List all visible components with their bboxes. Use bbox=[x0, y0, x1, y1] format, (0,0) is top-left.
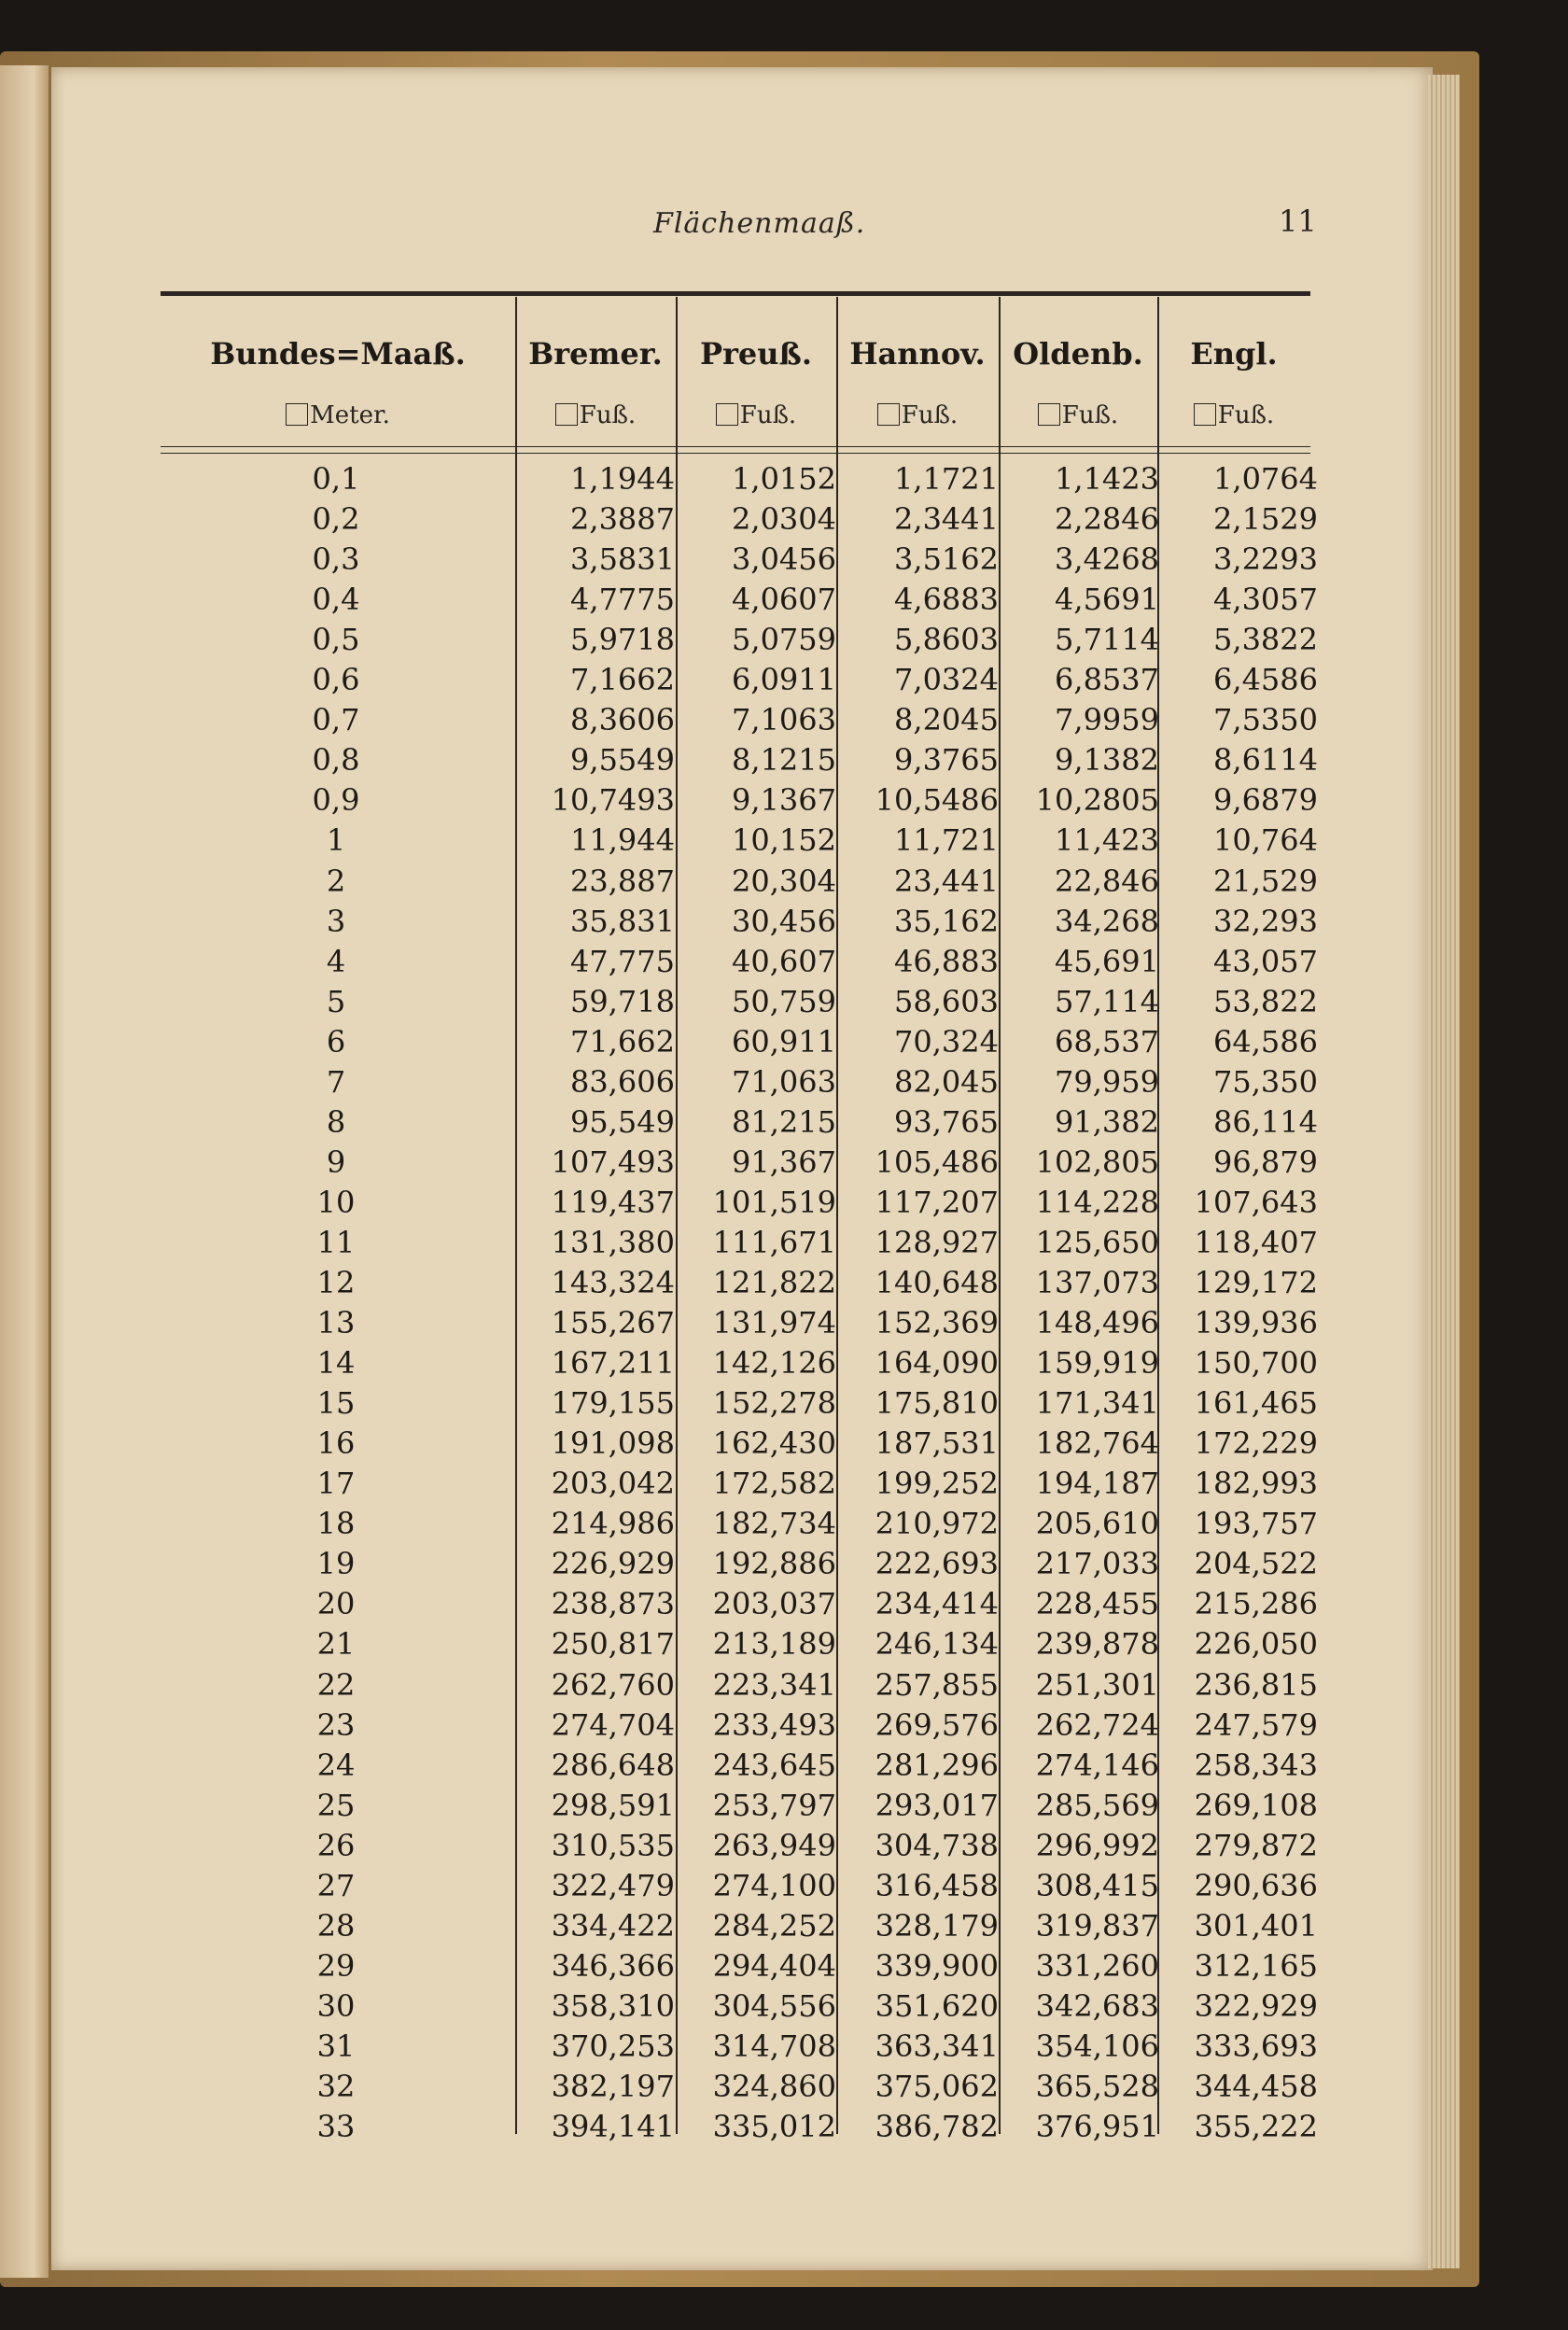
table-cell: 21 bbox=[316, 1626, 356, 1663]
table-cell: 192,886 bbox=[712, 1546, 836, 1582]
table-cell: 129,172 bbox=[1194, 1265, 1318, 1300]
table-cell: 226,050 bbox=[1194, 1626, 1318, 1663]
table-cell: 0,6 bbox=[312, 662, 360, 698]
table-cell: 304,556 bbox=[712, 1987, 836, 2024]
table-cell: 217,033 bbox=[1035, 1546, 1159, 1582]
page-number: 11 bbox=[1279, 204, 1317, 239]
table-cell: 9,1382 bbox=[1055, 742, 1159, 779]
table-cell: 20,304 bbox=[732, 863, 836, 899]
table-cell: 304,738 bbox=[875, 1827, 999, 1863]
table-cell: 0,4 bbox=[312, 582, 360, 618]
table-cell: 5,8603 bbox=[894, 622, 999, 658]
table-cell: 164,090 bbox=[875, 1345, 999, 1382]
table-cell: 263,949 bbox=[712, 1827, 836, 1863]
table-cell: 7,1662 bbox=[570, 662, 675, 698]
table-cell: 281,296 bbox=[875, 1747, 999, 1783]
table-cell: 59,718 bbox=[570, 983, 675, 1019]
table-cell: 50,759 bbox=[732, 983, 836, 1019]
table-cell: 137,073 bbox=[1035, 1265, 1159, 1300]
table-cell: 1,1721 bbox=[894, 461, 999, 497]
table-cell: 370,253 bbox=[551, 2028, 675, 2064]
table-cell: 243,645 bbox=[712, 1747, 836, 1783]
table-cell: 365,528 bbox=[1035, 2069, 1159, 2104]
table-cell: 139,936 bbox=[1194, 1305, 1318, 1341]
square-unit-icon bbox=[716, 403, 738, 426]
column-divider bbox=[515, 297, 517, 2134]
table-cell: 335,012 bbox=[712, 2109, 836, 2145]
table-cell: 3,5831 bbox=[570, 541, 675, 578]
table-cell: 79,959 bbox=[1055, 1063, 1159, 1100]
table-cell: 298,591 bbox=[551, 1787, 675, 1823]
table-cell: 31 bbox=[316, 2028, 356, 2064]
table-cell: 4,0607 bbox=[732, 582, 836, 618]
table-cell: 28 bbox=[316, 1907, 356, 1944]
table-cell: 24 bbox=[316, 1747, 356, 1783]
table-cell: 53,822 bbox=[1213, 983, 1318, 1019]
unit-label: Fuß. bbox=[676, 401, 836, 429]
column-divider bbox=[676, 297, 678, 2134]
table-cell: 316,458 bbox=[875, 1867, 999, 1903]
column-header-oldenb: Oldenb. bbox=[1013, 336, 1143, 372]
table-cell: 9,3765 bbox=[894, 742, 999, 779]
table-cell: 11,721 bbox=[894, 822, 999, 859]
table-cell: 57,114 bbox=[1055, 983, 1159, 1019]
table-cell: 203,042 bbox=[551, 1466, 675, 1502]
table-cell: 175,810 bbox=[875, 1385, 999, 1422]
table-cell: 346,366 bbox=[551, 1947, 675, 1984]
table-cell: 215,286 bbox=[1194, 1586, 1318, 1622]
table-cell: 10,152 bbox=[732, 822, 836, 859]
table-cell: 7,1063 bbox=[732, 702, 836, 738]
table-cell: 7,9959 bbox=[1055, 702, 1159, 738]
table-cell: 81,215 bbox=[732, 1103, 836, 1140]
table-cell: 3,2293 bbox=[1213, 541, 1318, 578]
table-cell: 333,693 bbox=[1194, 2028, 1318, 2064]
table-cell: 3,4268 bbox=[1055, 541, 1159, 578]
table-cell: 2,0304 bbox=[732, 501, 836, 538]
table-cell: 6,4586 bbox=[1213, 662, 1318, 698]
table-cell: 274,100 bbox=[712, 1867, 836, 1903]
table-cell: 152,369 bbox=[875, 1305, 999, 1341]
table-cell: 13 bbox=[316, 1305, 356, 1341]
table-cell: 30,456 bbox=[732, 903, 836, 939]
table-cell: 71,662 bbox=[570, 1023, 675, 1060]
table-cell: 131,974 bbox=[712, 1305, 836, 1341]
column-header-preuss: Preuß. bbox=[700, 336, 812, 372]
table-cell: 182,734 bbox=[712, 1506, 836, 1542]
table-cell: 118,407 bbox=[1194, 1224, 1318, 1260]
page-title: Flächenmaaß. bbox=[653, 207, 866, 240]
table-cell: 0,2 bbox=[312, 501, 360, 538]
table-cell: 23 bbox=[316, 1706, 356, 1743]
table-cell: 7,0324 bbox=[894, 662, 999, 698]
unit-label: Fuß. bbox=[1157, 401, 1310, 429]
table-cell: 34,268 bbox=[1055, 903, 1159, 939]
table-cell: 204,522 bbox=[1194, 1546, 1318, 1582]
table-cell: 322,479 bbox=[551, 1867, 675, 1903]
table-cell: 70,324 bbox=[894, 1023, 999, 1060]
header-rule bbox=[161, 446, 1310, 454]
table-cell: 182,993 bbox=[1194, 1466, 1318, 1502]
table-cell: 6 bbox=[326, 1023, 346, 1060]
unit-label: Fuß. bbox=[836, 401, 999, 429]
table-cell: 107,493 bbox=[551, 1144, 675, 1180]
table-cell: 58,603 bbox=[894, 983, 999, 1019]
table-cell: 114,228 bbox=[1035, 1184, 1159, 1220]
table-cell: 0,1 bbox=[312, 461, 360, 497]
table-cell: 10 bbox=[316, 1184, 356, 1220]
table-cell: 182,764 bbox=[1035, 1425, 1159, 1462]
column-header-hannov: Hannov. bbox=[849, 336, 986, 372]
table-cell: 86,114 bbox=[1213, 1103, 1318, 1140]
table-cell: 1,0152 bbox=[732, 461, 836, 497]
table-cell: 11 bbox=[316, 1224, 356, 1260]
table-cell: 40,607 bbox=[732, 943, 836, 979]
table-cell: 2,2846 bbox=[1055, 501, 1159, 538]
table-cell: 193,757 bbox=[1194, 1506, 1318, 1542]
table-cell: 0,5 bbox=[312, 622, 360, 658]
table-cell: 148,496 bbox=[1035, 1305, 1159, 1341]
table-cell: 140,648 bbox=[875, 1265, 999, 1300]
table-cell: 4,3057 bbox=[1213, 582, 1318, 618]
table-cell: 301,401 bbox=[1194, 1907, 1318, 1944]
table-cell: 250,817 bbox=[551, 1626, 675, 1663]
table-cell: 17 bbox=[316, 1466, 356, 1502]
table-cell: 228,455 bbox=[1035, 1586, 1159, 1622]
table-cell: 125,650 bbox=[1035, 1224, 1159, 1260]
table-cell: 20 bbox=[316, 1586, 356, 1622]
table-cell: 269,108 bbox=[1194, 1787, 1318, 1823]
table-cell: 247,579 bbox=[1194, 1706, 1318, 1743]
table-cell: 2,3887 bbox=[570, 501, 675, 538]
table-cell: 7,5350 bbox=[1213, 702, 1318, 738]
table-cell: 239,878 bbox=[1035, 1626, 1159, 1663]
page-stack-edge bbox=[1428, 75, 1460, 2268]
table-cell: 375,062 bbox=[875, 2069, 999, 2104]
table-cell: 107,643 bbox=[1194, 1184, 1318, 1220]
table-cell: 363,341 bbox=[875, 2028, 999, 2064]
table-cell: 9,5549 bbox=[570, 742, 675, 779]
unit-label: Meter. bbox=[161, 401, 515, 429]
table-cell: 32,293 bbox=[1213, 903, 1318, 939]
table-cell: 284,252 bbox=[712, 1907, 836, 1944]
table-cell: 293,017 bbox=[875, 1787, 999, 1823]
table-cell: 1,1944 bbox=[570, 461, 675, 497]
table-cell: 83,606 bbox=[570, 1063, 675, 1100]
table-cell: 68,537 bbox=[1055, 1023, 1159, 1060]
table-cell: 117,207 bbox=[875, 1184, 999, 1220]
table-cell: 296,992 bbox=[1035, 1827, 1159, 1863]
table-cell: 2 bbox=[326, 863, 346, 899]
table-cell: 233,493 bbox=[712, 1706, 836, 1743]
table-cell: 19 bbox=[316, 1546, 356, 1582]
table-cell: 344,458 bbox=[1194, 2069, 1318, 2104]
table-cell: 262,724 bbox=[1035, 1706, 1159, 1743]
table-cell: 5,9718 bbox=[570, 622, 675, 658]
table-cell: 358,310 bbox=[551, 1987, 675, 2024]
table-cell: 96,879 bbox=[1213, 1144, 1318, 1180]
table-cell: 167,211 bbox=[551, 1345, 675, 1382]
table-cell: 8,3606 bbox=[570, 702, 675, 738]
table-cell: 18 bbox=[316, 1506, 356, 1542]
table-cell: 274,146 bbox=[1035, 1747, 1159, 1783]
table-cell: 286,648 bbox=[551, 1747, 675, 1783]
table-cell: 30 bbox=[316, 1987, 356, 2024]
unit-label: Fuß. bbox=[515, 401, 676, 429]
table-cell: 376,951 bbox=[1035, 2109, 1159, 2145]
table-cell: 394,141 bbox=[551, 2109, 675, 2145]
table-cell: 238,873 bbox=[551, 1586, 675, 1622]
table-cell: 105,486 bbox=[875, 1144, 999, 1180]
table-cell: 10,2805 bbox=[1035, 782, 1159, 819]
table-cell: 155,267 bbox=[551, 1305, 675, 1341]
table-cell: 2,3441 bbox=[894, 501, 999, 538]
table-cell: 1,1423 bbox=[1055, 461, 1159, 497]
table-cell: 75,350 bbox=[1213, 1063, 1318, 1100]
table-cell: 10,7493 bbox=[551, 782, 675, 819]
table-cell: 4 bbox=[326, 943, 346, 979]
table-cell: 21,529 bbox=[1213, 863, 1318, 899]
table-cell: 5,3822 bbox=[1213, 622, 1318, 658]
table-cell: 290,636 bbox=[1194, 1867, 1318, 1903]
table-cell: 279,872 bbox=[1194, 1827, 1318, 1863]
table-cell: 10,764 bbox=[1213, 822, 1318, 859]
table-cell: 294,404 bbox=[712, 1947, 836, 1984]
square-unit-icon bbox=[877, 403, 900, 426]
table-cell: 262,760 bbox=[551, 1666, 675, 1703]
table-cell: 328,179 bbox=[875, 1907, 999, 1944]
table-cell: 128,927 bbox=[875, 1224, 999, 1260]
table-cell: 102,805 bbox=[1035, 1144, 1159, 1180]
table-cell: 234,414 bbox=[875, 1586, 999, 1622]
table-cell: 194,187 bbox=[1035, 1466, 1159, 1502]
table-cell: 214,986 bbox=[551, 1506, 675, 1542]
table-cell: 257,855 bbox=[875, 1666, 999, 1703]
table-cell: 223,341 bbox=[712, 1666, 836, 1703]
table-cell: 213,189 bbox=[712, 1626, 836, 1663]
table-cell: 14 bbox=[316, 1345, 356, 1382]
table-cell: 3 bbox=[326, 903, 346, 939]
table-cell: 45,691 bbox=[1055, 943, 1159, 979]
table-cell: 222,693 bbox=[875, 1546, 999, 1582]
table-cell: 26 bbox=[316, 1827, 356, 1863]
table-cell: 82,045 bbox=[894, 1063, 999, 1100]
table-cell: 91,367 bbox=[732, 1144, 836, 1180]
table-cell: 6,0911 bbox=[732, 662, 836, 698]
table-cell: 9,6879 bbox=[1213, 782, 1318, 819]
table-cell: 119,437 bbox=[551, 1184, 675, 1220]
table-cell: 355,222 bbox=[1194, 2109, 1318, 2145]
table-cell: 314,708 bbox=[712, 2028, 836, 2064]
table-cell: 269,576 bbox=[875, 1706, 999, 1743]
table-cell: 386,782 bbox=[875, 2109, 999, 2145]
table-cell: 8,2045 bbox=[894, 702, 999, 738]
table-cell: 3,5162 bbox=[894, 541, 999, 578]
table-cell: 142,126 bbox=[712, 1345, 836, 1382]
table-cell: 91,382 bbox=[1055, 1103, 1159, 1140]
square-unit-icon bbox=[286, 403, 308, 426]
table-cell: 150,700 bbox=[1194, 1345, 1318, 1382]
table-cell: 7 bbox=[326, 1063, 346, 1100]
top-rule bbox=[161, 291, 1310, 296]
table-cell: 4,7775 bbox=[570, 582, 675, 618]
column-header-engl: Engl. bbox=[1190, 336, 1278, 372]
table-cell: 179,155 bbox=[551, 1385, 675, 1422]
table-cell: 161,465 bbox=[1194, 1385, 1318, 1422]
table-cell: 191,098 bbox=[551, 1425, 675, 1462]
table-cell: 187,531 bbox=[875, 1425, 999, 1462]
square-unit-icon bbox=[555, 403, 578, 426]
column-divider bbox=[836, 297, 838, 2134]
table-cell: 322,929 bbox=[1194, 1987, 1318, 2024]
table-cell: 8,1215 bbox=[732, 742, 836, 779]
table-cell: 101,519 bbox=[712, 1184, 836, 1220]
table-cell: 324,860 bbox=[712, 2069, 836, 2104]
table-cell: 312,165 bbox=[1194, 1947, 1318, 1984]
table-cell: 171,341 bbox=[1035, 1385, 1159, 1422]
table-cell: 10,5486 bbox=[875, 782, 999, 819]
table-cell: 5,7114 bbox=[1055, 622, 1159, 658]
table-cell: 285,569 bbox=[1035, 1787, 1159, 1823]
table-cell: 246,134 bbox=[875, 1626, 999, 1663]
table-cell: 25 bbox=[316, 1787, 356, 1823]
table-cell: 319,837 bbox=[1035, 1907, 1159, 1944]
table-cell: 12 bbox=[316, 1265, 356, 1300]
table-cell: 3,0456 bbox=[732, 541, 836, 578]
table-cell: 310,535 bbox=[551, 1827, 675, 1863]
table-cell: 35,831 bbox=[570, 903, 675, 939]
table-cell: 22 bbox=[316, 1666, 356, 1703]
table-cell: 203,037 bbox=[712, 1586, 836, 1622]
table-cell: 8,6114 bbox=[1213, 742, 1318, 779]
table-cell: 47,775 bbox=[570, 943, 675, 979]
table-cell: 23,441 bbox=[894, 863, 999, 899]
table-cell: 4,6883 bbox=[894, 582, 999, 618]
table-cell: 9,1367 bbox=[732, 782, 836, 819]
table-cell: 11,423 bbox=[1055, 822, 1159, 859]
table-cell: 143,324 bbox=[551, 1265, 675, 1300]
table-cell: 152,278 bbox=[712, 1385, 836, 1422]
table-cell: 22,846 bbox=[1055, 863, 1159, 899]
table-cell: 71,063 bbox=[732, 1063, 836, 1100]
table-cell: 339,900 bbox=[875, 1947, 999, 1984]
table-cell: 15 bbox=[316, 1385, 356, 1422]
table-cell: 354,106 bbox=[1035, 2028, 1159, 2064]
table-cell: 60,911 bbox=[732, 1023, 836, 1060]
table-cell: 251,301 bbox=[1035, 1666, 1159, 1703]
table-cell: 35,162 bbox=[894, 903, 999, 939]
table-cell: 0,7 bbox=[312, 702, 360, 738]
table-cell: 172,582 bbox=[712, 1466, 836, 1502]
table-cell: 43,057 bbox=[1213, 943, 1318, 979]
table-cell: 205,610 bbox=[1035, 1506, 1159, 1542]
table-cell: 5 bbox=[326, 983, 346, 1019]
table-cell: 11,944 bbox=[570, 822, 675, 859]
table-cell: 95,549 bbox=[570, 1103, 675, 1140]
left-page-edge bbox=[0, 65, 49, 2278]
table-cell: 342,683 bbox=[1035, 1987, 1159, 2024]
table-cell: 162,430 bbox=[712, 1425, 836, 1462]
table-cell: 258,343 bbox=[1194, 1747, 1318, 1783]
table-cell: 274,704 bbox=[551, 1706, 675, 1743]
table-cell: 331,260 bbox=[1035, 1947, 1159, 1984]
table-cell: 1 bbox=[326, 822, 346, 859]
table-cell: 226,929 bbox=[551, 1546, 675, 1582]
table-cell: 4,5691 bbox=[1055, 582, 1159, 618]
table-cell: 199,252 bbox=[875, 1466, 999, 1502]
square-unit-icon bbox=[1038, 403, 1060, 426]
table-cell: 172,229 bbox=[1194, 1425, 1318, 1462]
table-cell: 9 bbox=[326, 1144, 346, 1180]
table-cell: 46,883 bbox=[894, 943, 999, 979]
table-cell: 8 bbox=[326, 1103, 346, 1140]
table-cell: 351,620 bbox=[875, 1987, 999, 2024]
table-cell: 32 bbox=[316, 2069, 356, 2104]
table-cell: 0,3 bbox=[312, 541, 360, 578]
table-cell: 23,887 bbox=[570, 863, 675, 899]
table-cell: 6,8537 bbox=[1055, 662, 1159, 698]
table-cell: 5,0759 bbox=[732, 622, 836, 658]
table-cell: 111,671 bbox=[712, 1224, 836, 1260]
table-cell: 93,765 bbox=[894, 1103, 999, 1140]
table-cell: 33 bbox=[316, 2109, 356, 2145]
table-cell: 0,9 bbox=[312, 782, 360, 819]
table-cell: 382,197 bbox=[551, 2069, 675, 2104]
table-cell: 27 bbox=[316, 1867, 356, 1903]
column-header-bremer: Bremer. bbox=[528, 336, 663, 372]
table-cell: 0,8 bbox=[312, 742, 360, 779]
table-cell: 2,1529 bbox=[1213, 501, 1318, 538]
table-cell: 159,919 bbox=[1035, 1345, 1159, 1382]
column-header-bundes: Bundes=Maaß. bbox=[210, 336, 466, 372]
table-cell: 334,422 bbox=[551, 1907, 675, 1944]
table-cell: 253,797 bbox=[712, 1787, 836, 1823]
table-cell: 16 bbox=[316, 1425, 356, 1462]
table-cell: 308,415 bbox=[1035, 1867, 1159, 1903]
table-cell: 1,0764 bbox=[1213, 461, 1318, 497]
table-cell: 29 bbox=[316, 1947, 356, 1984]
table-cell: 210,972 bbox=[875, 1506, 999, 1542]
table-cell: 236,815 bbox=[1194, 1666, 1318, 1703]
square-unit-icon bbox=[1194, 403, 1216, 426]
table-cell: 64,586 bbox=[1213, 1023, 1318, 1060]
table-cell: 131,380 bbox=[551, 1224, 675, 1260]
table-cell: 121,822 bbox=[712, 1265, 836, 1300]
unit-label: Fuß. bbox=[999, 401, 1157, 429]
